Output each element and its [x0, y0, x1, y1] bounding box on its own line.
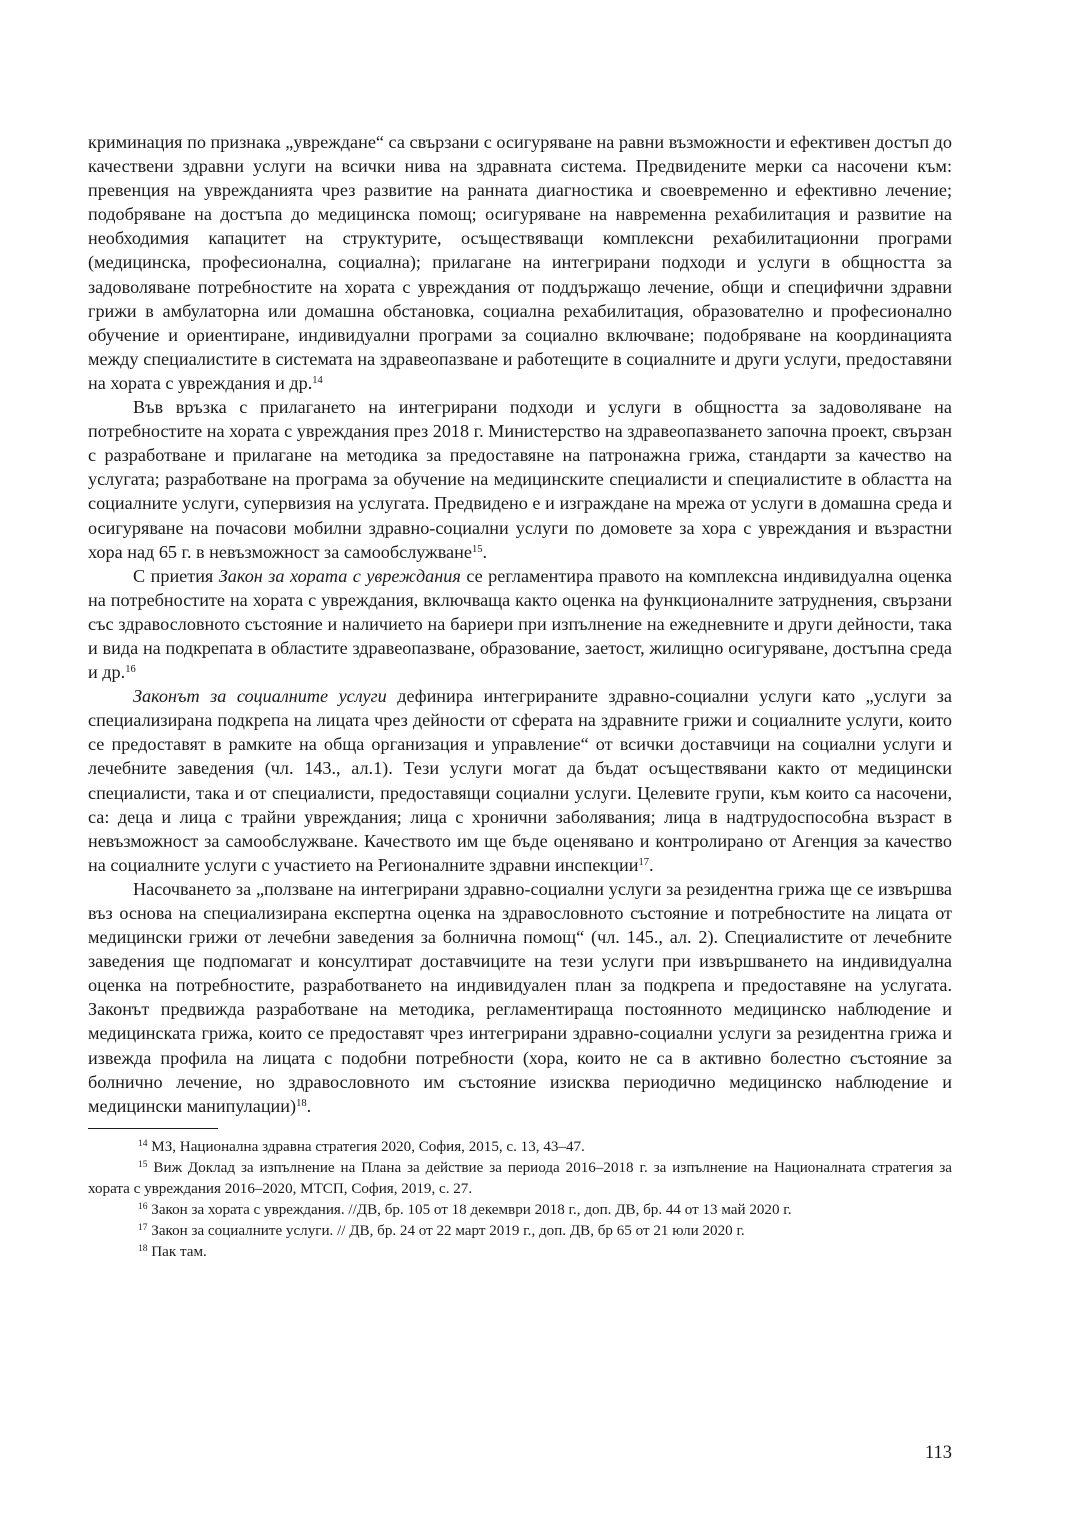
paragraph-2-tail: . — [482, 541, 487, 562]
footnote-ref-18[interactable]: 18 — [296, 1097, 307, 1109]
footnote-17 — [88, 1221, 952, 1242]
footnote-number: 15 — [138, 1159, 148, 1170]
footnote-15 — [88, 1158, 952, 1200]
footnote-divider — [88, 1128, 218, 1129]
footnote-text: Пак там. — [147, 1243, 207, 1260]
paragraph-5-text: Насочването за „ползване на интегрирани здравно-социални услуги за резидентна грижа ще се извършва въз основа на специализирана експертна оценка на здравословното състояние и потребностите на лицата от медицински грижи от лечебни заведения за болнична помощ“ (чл. 145., ал. 2). Специалистите от лечебните заведения ще подпомагат и консултират доставчиците на тези услуги при извършването на индивидуална оценка на потребностите, разработването на индивидуален план за подкрепа и предоставяне на услугата. Законът предвижда разработване на методика, регламентираща постоянното медицинско наблюдение и медицинската грижа, които се предоставят чрез интегрирани здравно-социални услуги за резидентна грижа и извежда профила на лицата с подобни потребности (хора, които не са в активно болестно състояние за болнично лечение, но здравословното им състояние изисква периодично медицинско наблюдение и медицински манипулации) — [88, 878, 952, 1116]
footnote-ref-16[interactable]: 16 — [125, 664, 136, 676]
footnotes — [88, 1137, 952, 1263]
page-number: 113 — [924, 1443, 952, 1463]
paragraph-4-text: дефинира интегрираните здравно-социални услуги като „услуги за специализирана подкрепа на лицата чрез дейности от сферата на здравните грижи и социалните услуги, които се предоставят в рамките на обща организация и управление“ от всички доставчици на социални услуги и лечебните заведения (чл. 143., ал.1). Тези услуги могат да бъдат осъществявани както от медицински специалисти, така и от специалисти, предоставящи социални услуги. Целевите групи, към които са насочени, са: деца и лица с трайни увреждания; лица с хронични заболявания; лица в надтрудоспособна възраст в невъзможност за самообслужване. Качеството им ще бъде оценявано и контролирано от Агенция за качество на социалните услуги с участието на Регионалните здравни инспекции — [88, 686, 953, 875]
paragraph-3-text: се регламентира правото на комплексна индивидуална оценка на потребностите на хората с увреждания, включваща както оценка на функционалните затруднения, свързани със здравословното състояние и наличието на бариери при изпълнение на ежедневните и други дейности, така и вида на подкрепата в областите здравеопазване, образование, заетост, жилищно осигуряване, достъпна среда и др. — [88, 565, 952, 683]
paragraph-2-text: Във връзка с прилагането на интегрирани подходи и услуги в общността за задоволяване на потребностите на хората с увреждания през 2018 г. Министерство на здравеопазването започна проект, свързан с разработване и прилагане на методика за предоставяне на патронажна грижа, стандарти за качество на услугата; разработване на програма за обучение на медицинските специалисти и специалистите в областта на социалните услуги, супервизия на услугата. Предвидено е и изграждане на мрежа от услуги в домашна среда и осигуряване на почасови мобилни здравно-социални услуги по домовете за хора с увреждания и възрастни хора над 65 г. в невъзможност за самообслужване — [88, 397, 952, 562]
paragraph-1-text: криминация по признака „увреждане“ са свързани с осигуряване на равни възможности и ефективен достъп до качествени здравни услуги на всички нива на здравната система. Предвидените мерки са насочени към: превенция на уврежданията чрез развитие на ранната диагностика и своевременно и ефективно лечение; подобряване на достъпа до медицинска помощ; осигуряване на навременна рехабилитация и развитие на необходимия капацитет на структурите, осъществяващи комплексни рехабилитационни програми (медицинска, професионална, социална); прилагане на интегрирани подходи и услуги в общността за задоволяване потребностите на хората с увреждания от поддържащо лечение, общи и специфични здравни грижи в амбулаторна или домашна обстановка, социална рехабилитация, образователно и професионално обучение и ориентиране, индивидуални програми за социално включване; подобряване на координацията между специалистите в системата на здравеопазване и работещите в социалните и други услуги, предоставяни на хората с увреждания и др. — [88, 132, 952, 393]
page-content — [88, 130, 952, 1263]
footnote-text: МЗ, Национална здравна стратегия 2020, София, 2015, с. 13, 43–47. — [147, 1138, 585, 1155]
footnote-14 — [88, 1137, 952, 1158]
footnote-number: 14 — [138, 1138, 148, 1149]
footnote-text: Виж Доклад за изпълнение на Плана за действие за периода 2016–2018 г. за изпълнение на Националната стратегия за хората с увреждания 2016–2020, МТСП, София, 2019, с. 27. — [88, 1159, 952, 1197]
footnote-ref-14[interactable]: 14 — [312, 374, 323, 386]
law-title-social-services: Законът за социалните услуги — [133, 686, 387, 707]
paragraph-4-tail: . — [648, 854, 654, 875]
footnote-ref-15[interactable]: 15 — [471, 543, 483, 555]
footnote-18 — [88, 1242, 952, 1263]
paragraph-5 — [88, 877, 952, 1118]
paragraph-2 — [88, 395, 952, 564]
paragraph-3-lead: С приетия — [133, 565, 219, 586]
paragraph-4 — [88, 684, 952, 877]
paragraph-5-tail: . — [306, 1095, 312, 1116]
footnote-number: 16 — [138, 1201, 148, 1212]
paragraph-3 — [88, 564, 952, 684]
footnote-number: 18 — [138, 1243, 148, 1254]
footnote-text: Закон за хората с увреждания. //ДВ, бр. 105 от 18 декември 2018 г., доп. ДВ, бр. 44 от 13 май 2020 г. — [147, 1201, 792, 1218]
footnote-ref-17[interactable]: 17 — [638, 856, 649, 868]
law-title-persons-with-disabilities: Закон за хората с увреждания — [218, 565, 461, 586]
footnote-text: Закон за социалните услуги. // ДВ, бр. 24 от 22 март 2019 г., доп. ДВ, бр 65 от 21 юли 2020 г. — [147, 1222, 745, 1239]
footnote-number: 17 — [138, 1222, 148, 1233]
footnote-16 — [88, 1200, 952, 1221]
paragraph-1 — [88, 130, 952, 395]
